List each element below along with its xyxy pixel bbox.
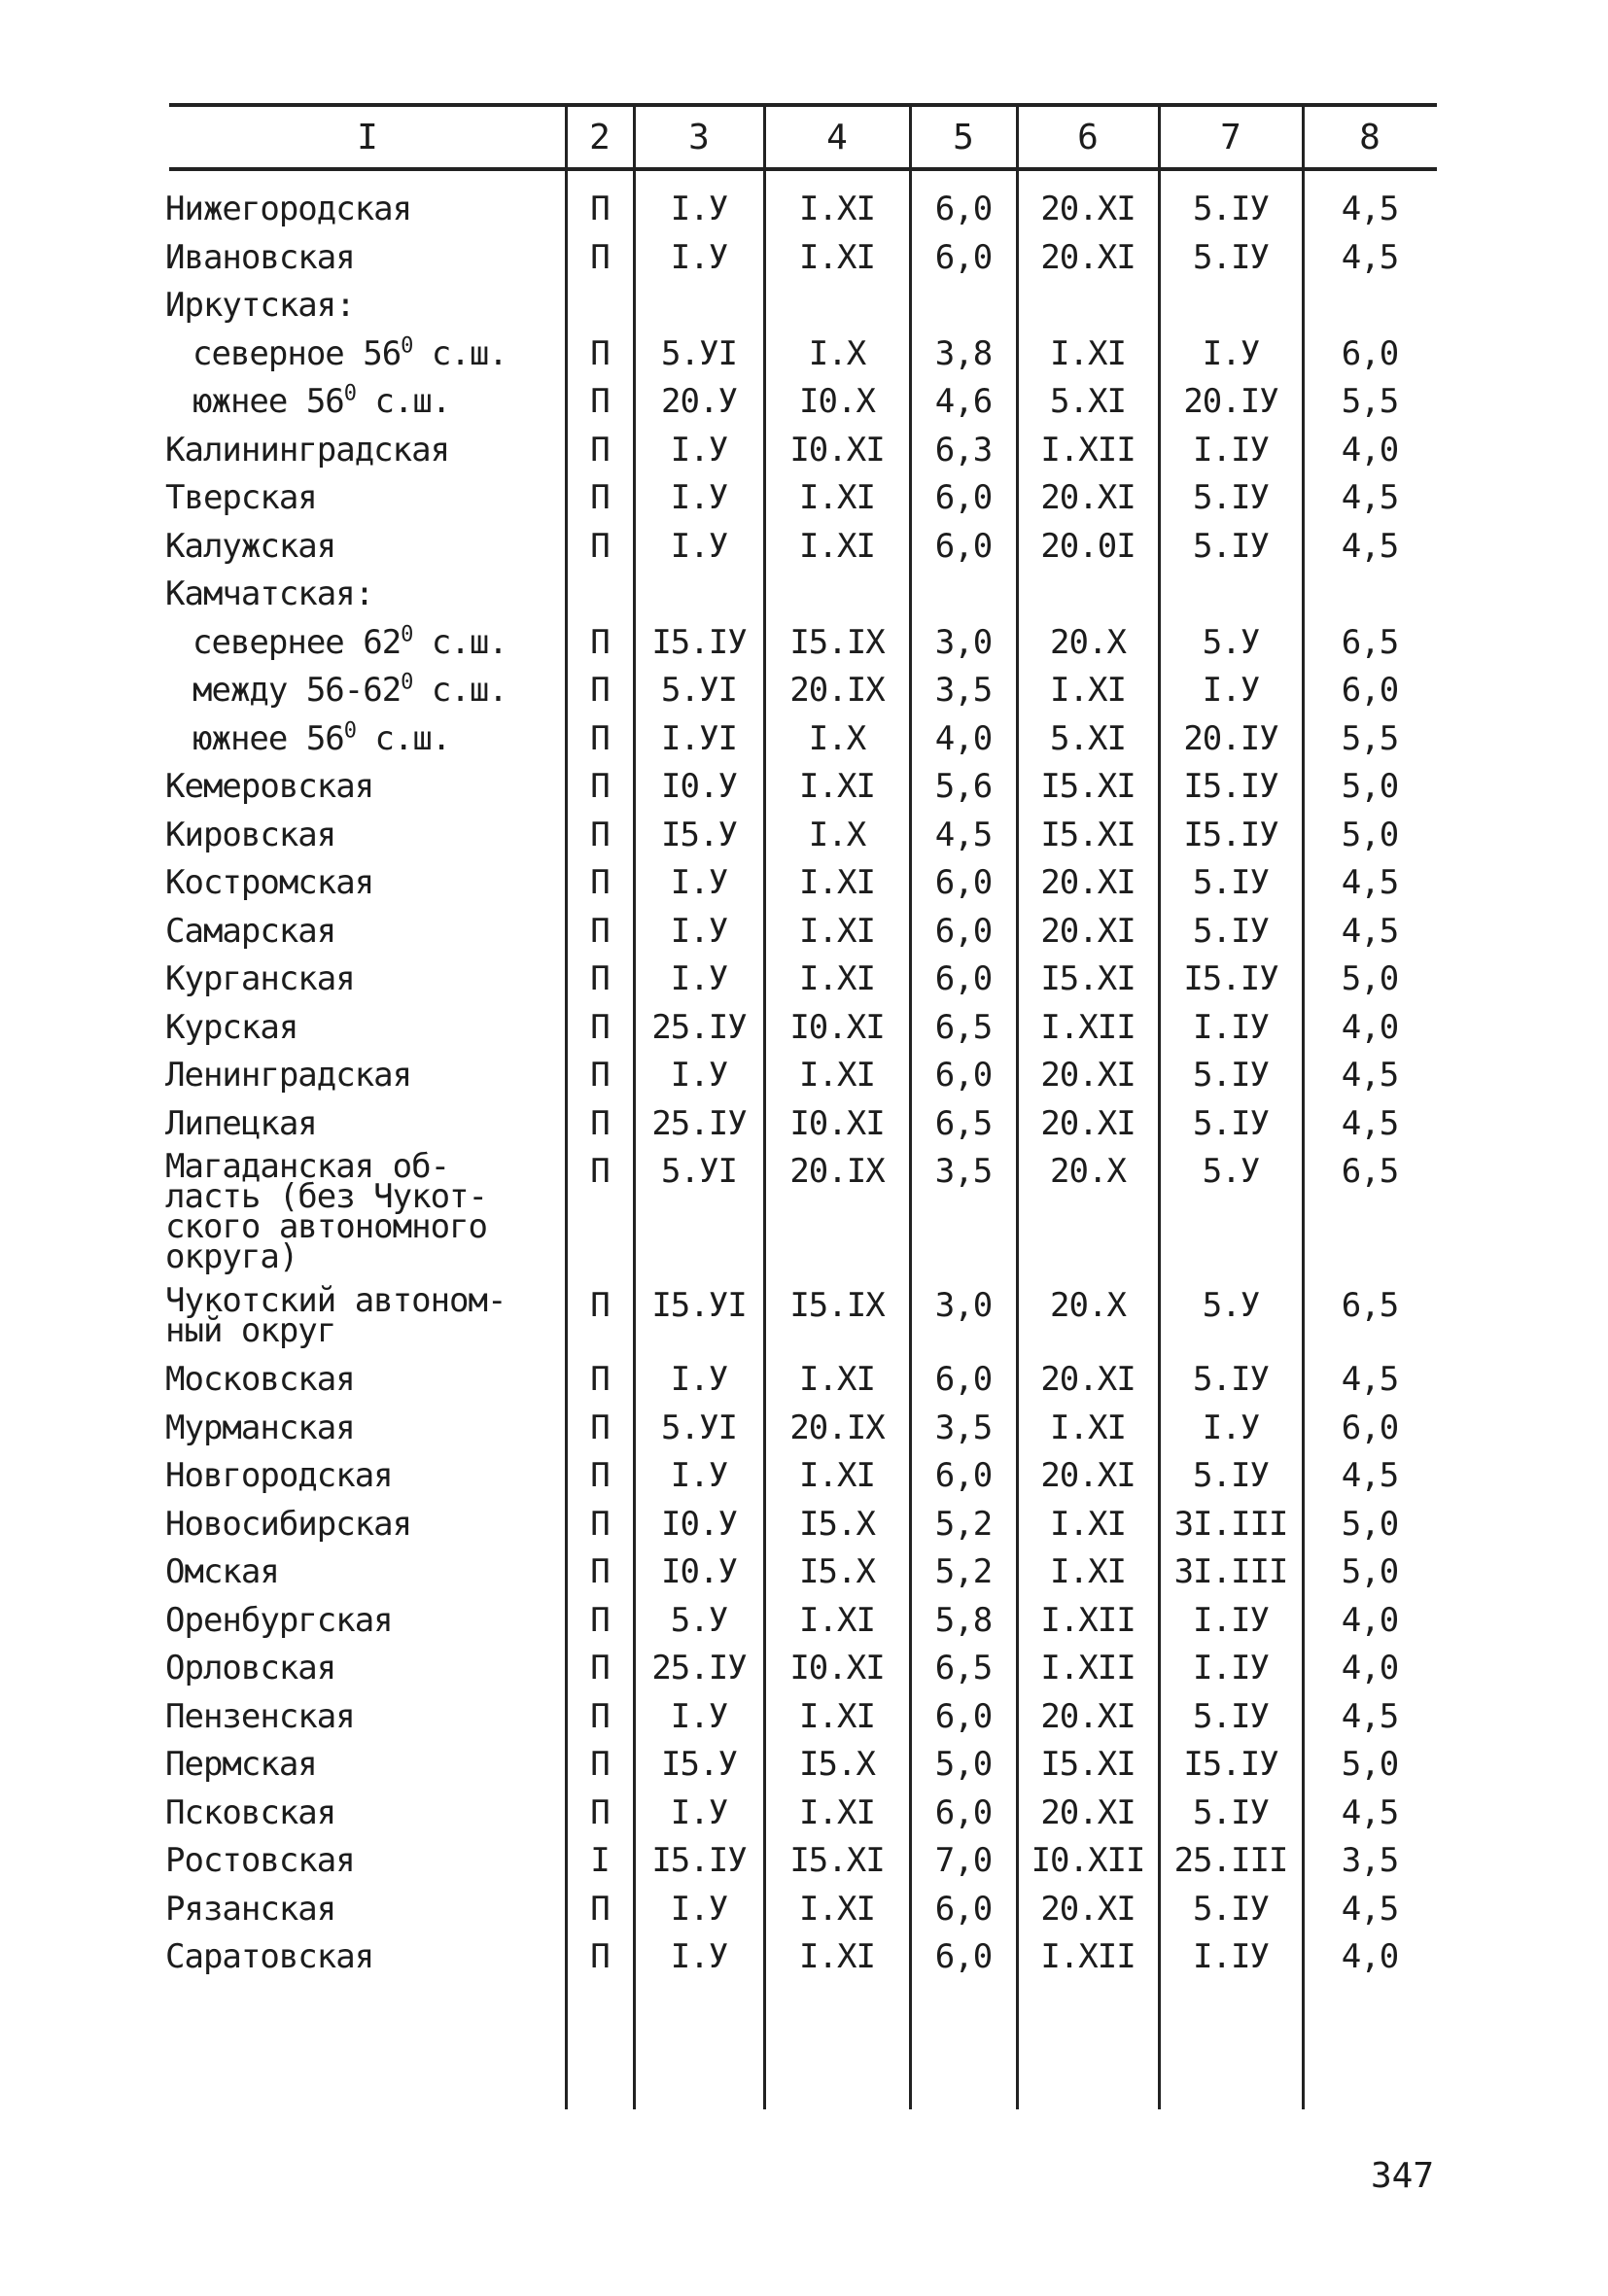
table-cell-7: I.У [1202, 671, 1260, 710]
table-cell-5: 6,0 [934, 911, 993, 951]
table-cell-7: 5.IУ [1193, 478, 1269, 517]
table-cell-6: I.XI [1050, 1504, 1126, 1544]
region-name: Курганская [165, 959, 355, 998]
page-number: 347 [1371, 2156, 1435, 2196]
table-cell-8: 4,0 [1341, 1937, 1399, 1976]
table-cell-5: 6,3 [934, 430, 993, 470]
table-cell-5: 4,6 [934, 382, 993, 421]
table-cell-7: 5.IУ [1193, 1456, 1269, 1495]
table-cell-8: 4,5 [1341, 190, 1399, 228]
region-name: Псковская [165, 1792, 336, 1832]
region-name: Кемеровская [165, 767, 374, 806]
table-cell-4: 20.IX [789, 671, 885, 710]
table-cell-6: 20.XI [1040, 911, 1136, 951]
table-cell-7: 5.IУ [1193, 190, 1269, 228]
table-cell-3: 5.УI [661, 671, 737, 710]
table-cell-4: I.XI [799, 1937, 875, 1976]
column-header: I [357, 118, 378, 157]
table-cell-3: I.У [670, 1360, 728, 1399]
table-cell-5: 6,0 [934, 478, 993, 517]
table-cell-3: 5.УI [661, 333, 737, 373]
column-header: 3 [688, 118, 710, 157]
region-name: Костромская [165, 863, 374, 902]
table-cell-7: 5.IУ [1193, 863, 1269, 902]
table-cell-2: П [590, 478, 610, 517]
table-cell-2: П [590, 382, 610, 421]
table-cell-3: I5.IУ [651, 1841, 747, 1880]
table-cell-7: I.IУ [1193, 1649, 1269, 1687]
table-cell-7: 5.IУ [1193, 1792, 1269, 1832]
table-cell-8: 5,5 [1341, 718, 1399, 758]
table-cell-8: 4,5 [1341, 911, 1399, 951]
table-cell-2: П [590, 1286, 610, 1325]
table-cell-2: П [590, 1649, 610, 1687]
table-cell-6: I5.XI [1040, 959, 1136, 998]
table-cell-4: I.X [808, 718, 866, 758]
column-header: 5 [953, 118, 974, 157]
table-cell-5: 3,5 [934, 1408, 993, 1447]
table-cell-6: I.XI [1050, 333, 1126, 373]
table-cell-4: I0.XI [789, 1103, 885, 1143]
region-name: Липецкая [165, 1103, 317, 1143]
table-cell-2: П [590, 959, 610, 998]
table-cell-4: I5.XI [789, 1841, 885, 1880]
table-cell-6: I5.XI [1040, 1745, 1136, 1784]
table-cell-7: I5.IУ [1183, 1745, 1278, 1784]
table-cell-6: 20.X [1050, 1152, 1126, 1191]
table-cell-3: I5.У [661, 1745, 737, 1784]
table-cell-3: 5.УI [661, 1408, 737, 1447]
table-cell-3: I.У [670, 1696, 728, 1736]
region-name: Ленинградская [165, 1056, 412, 1095]
table-cell-2: П [590, 1745, 610, 1784]
table-cell-6: 5.XI [1050, 718, 1126, 758]
table-cell-2: П [590, 1007, 610, 1047]
region-name: между $56-62^0$ с.ш. [192, 670, 507, 710]
table-cell-8: 5,5 [1341, 382, 1399, 421]
table-cell-3: I.У [670, 863, 728, 902]
table-cell-8: 4,5 [1341, 1360, 1399, 1399]
table-cell-3: 25.IУ [651, 1103, 747, 1143]
table-cell-6: 20.XI [1040, 1360, 1136, 1399]
table-cell-2: П [590, 430, 610, 470]
column-header: 7 [1220, 118, 1241, 157]
table-cell-8: 5,0 [1341, 1552, 1399, 1591]
table-cell-3: I.У [670, 430, 728, 470]
table-cell-7: 5.IУ [1193, 526, 1269, 566]
region-name: Чукотский автоном- ный округ [165, 1281, 507, 1350]
table-cell-3: 5.У [670, 1600, 728, 1640]
table-cell-8: 5,0 [1341, 815, 1399, 854]
region-name: Кировская [165, 815, 336, 854]
table-cell-8: 6,5 [1341, 622, 1399, 662]
table-cell-7: 3I.III [1173, 1504, 1288, 1544]
column-header: 4 [826, 118, 848, 157]
table-cell-7: 25.III [1173, 1841, 1288, 1880]
region-name: Новосибирская [165, 1504, 412, 1544]
table-cell-4: I5.IX [789, 622, 885, 662]
table-cell-4: I.XI [799, 767, 875, 806]
table-cell-5: 6,0 [934, 1056, 993, 1095]
table-top-rule [169, 103, 1437, 107]
table-cell-5: 6,5 [934, 1007, 993, 1047]
table-cell-8: 4,0 [1341, 1007, 1399, 1047]
table-cell-3: I0.У [661, 767, 737, 806]
table-cell-6: 20.XI [1040, 1456, 1136, 1495]
table-cell-4: I.XI [799, 863, 875, 902]
table-cell-5: 6,5 [934, 1649, 993, 1687]
table-cell-2: П [590, 333, 610, 373]
table-cell-8: 4,0 [1341, 1649, 1399, 1687]
table-cell-5: 6,0 [934, 863, 993, 902]
table-cell-7: I.IУ [1193, 1937, 1269, 1976]
table-cell-6: I.XI [1050, 1408, 1126, 1447]
table-cell-6: 20.XI [1040, 1103, 1136, 1143]
region-name: Орловская [165, 1649, 336, 1687]
table-cell-7: 5.У [1202, 1286, 1260, 1325]
table-cell-4: I.XI [799, 478, 875, 517]
table-cell-4: I.XI [799, 1696, 875, 1736]
table-cell-7: 5.IУ [1193, 1056, 1269, 1095]
table-cell-4: I.X [808, 815, 866, 854]
table-cell-8: 4,0 [1341, 430, 1399, 470]
table-cell-2: П [590, 1056, 610, 1095]
table-cell-3: I.У [670, 478, 728, 517]
table-cell-5: 3,5 [934, 1152, 993, 1191]
table-cell-5: 4,5 [934, 815, 993, 854]
region-name: Ивановская [165, 237, 355, 277]
region-name: Омская [165, 1552, 279, 1591]
region-name: Нижегородская [165, 190, 412, 228]
table-cell-5: 3,5 [934, 671, 993, 710]
table-cell-7: 20.IУ [1183, 382, 1278, 421]
region-name: Московская [165, 1360, 355, 1399]
table-cell-8: 4,5 [1341, 1056, 1399, 1095]
table-cell-6: 20.X [1050, 622, 1126, 662]
table-cell-7: I.У [1202, 1408, 1260, 1447]
table-cell-4: 20.IX [789, 1152, 885, 1191]
table-cell-3: I0.У [661, 1552, 737, 1591]
table-cell-3: 25.IУ [651, 1649, 747, 1687]
table-cell-6: I.XII [1040, 430, 1136, 470]
table-cell-3: I.У [670, 1456, 728, 1495]
table-cell-7: I5.IУ [1183, 767, 1278, 806]
table-cell-7: 3I.III [1173, 1552, 1288, 1591]
table-cell-3: I.У [670, 526, 728, 566]
table-cell-6: 20.X [1050, 1286, 1126, 1325]
table-cell-8: 4,5 [1341, 526, 1399, 566]
table-cell-2: П [590, 1103, 610, 1143]
table-cell-4: I0.X [799, 382, 875, 421]
table-cell-8: 4,5 [1341, 863, 1399, 902]
table-cell-8: 5,0 [1341, 1504, 1399, 1544]
column-header: 2 [589, 118, 611, 157]
table-cell-6: I.XI [1050, 1552, 1126, 1591]
table-cell-5: 6,0 [934, 1360, 993, 1399]
table-cell-2: П [590, 1456, 610, 1495]
table-cell-4: I5.X [799, 1745, 875, 1784]
table-cell-5: 5,8 [934, 1600, 993, 1640]
region-name: Камчатская: [165, 574, 374, 613]
table-cell-5: 5,0 [934, 1745, 993, 1784]
table-cell-6: 20.XI [1040, 863, 1136, 902]
table-cell-7: I.IУ [1193, 430, 1269, 470]
region-name: Иркутская: [165, 286, 355, 325]
table-cell-2: П [590, 1696, 610, 1736]
table-cell-7: I5.IУ [1183, 815, 1278, 854]
table-cell-2: П [590, 1152, 610, 1191]
table-cell-2: П [590, 671, 610, 710]
table-cell-5: 6,0 [934, 1696, 993, 1736]
table-cell-2: П [590, 1360, 610, 1399]
table-cell-6: 20.XI [1040, 237, 1136, 277]
table-cell-4: I5.X [799, 1552, 875, 1591]
table-cell-4: I.XI [799, 237, 875, 277]
table-cell-5: 5,2 [934, 1552, 993, 1591]
table-cell-8: 6,0 [1341, 1408, 1399, 1447]
table-cell-3: I.У [670, 959, 728, 998]
table-cell-6: 20.XI [1040, 1696, 1136, 1736]
table-cell-3: I0.У [661, 1504, 737, 1544]
table-cell-6: 20.XI [1040, 1792, 1136, 1832]
table-cell-6: 20.XI [1040, 1889, 1136, 1929]
table-cell-7: 5.IУ [1193, 1889, 1269, 1929]
table-cell-8: 4,5 [1341, 1696, 1399, 1736]
table-cell-8: 6,0 [1341, 333, 1399, 373]
table-cell-3: I.У [670, 1937, 728, 1976]
table-cell-4: I.X [808, 333, 866, 373]
table-cell-8: 6,5 [1341, 1152, 1399, 1191]
table-cell-2: П [590, 1792, 610, 1832]
table-cell-4: I.XI [799, 959, 875, 998]
table-cell-3: 5.УI [661, 1152, 737, 1191]
table-cell-7: I.У [1202, 333, 1260, 373]
table-cell-3: 25.IУ [651, 1007, 747, 1047]
table-cell-2: П [590, 1937, 610, 1976]
table-cell-7: I.IУ [1193, 1007, 1269, 1047]
table-cell-6: 20.XI [1040, 478, 1136, 517]
table-cell-2: П [590, 767, 610, 806]
table-cell-4: I.XI [799, 1792, 875, 1832]
table-cell-8: 4,5 [1341, 1792, 1399, 1832]
table-cell-4: I0.XI [789, 1649, 885, 1687]
table-cell-8: 5,0 [1341, 959, 1399, 998]
region-name: Рязанская [165, 1889, 336, 1929]
table-cell-2: П [590, 526, 610, 566]
table-cell-7: 5.У [1202, 622, 1260, 662]
table-cell-3: I.У [670, 1056, 728, 1095]
table-cell-8: 6,5 [1341, 1286, 1399, 1325]
table-cell-4: I.XI [799, 911, 875, 951]
table-cell-5: 4,0 [934, 718, 993, 758]
table-cell-5: 3,0 [934, 1286, 993, 1325]
table-cell-7: 5.IУ [1193, 1103, 1269, 1143]
table-cell-7: 20.IУ [1183, 718, 1278, 758]
table-cell-5: 3,0 [934, 622, 993, 662]
table-cell-5: 6,0 [934, 959, 993, 998]
table-cell-6: I5.XI [1040, 767, 1136, 806]
region-name: Новгородская [165, 1456, 393, 1495]
table-cell-4: I.XI [799, 1600, 875, 1640]
table-cell-7: 5.IУ [1193, 1360, 1269, 1399]
table-cell-4: I5.X [799, 1504, 875, 1544]
table-cell-7: 5.IУ [1193, 237, 1269, 277]
table-cell-5: 6,0 [934, 1889, 993, 1929]
region-name: южнее $56^0$ с.ш. [192, 381, 451, 421]
region-name: Саратовская [165, 1937, 374, 1976]
region-name: Пермская [165, 1745, 317, 1784]
table-cell-8: 6,0 [1341, 671, 1399, 710]
table-cell-4: I.XI [799, 1889, 875, 1929]
column-header: 8 [1359, 118, 1381, 157]
table-cell-5: 6,0 [934, 1792, 993, 1832]
table-cell-6: I0.XII [1031, 1841, 1145, 1880]
table-cell-8: 4,5 [1341, 1103, 1399, 1143]
table-cell-2: П [590, 863, 610, 902]
region-name: Мурманская [165, 1408, 355, 1447]
table-cell-2: П [590, 1889, 610, 1929]
table-cell-2: П [590, 1504, 610, 1544]
table-cell-8: 3,5 [1341, 1841, 1399, 1880]
table-cell-4: I.XI [799, 1456, 875, 1495]
table-cell-5: 6,0 [934, 1456, 993, 1495]
table-cell-5: 6,5 [934, 1103, 993, 1143]
table-cell-4: I0.XI [789, 1007, 885, 1047]
table-cell-3: I5.IУ [651, 622, 747, 662]
table-cell-6: 20.0I [1040, 526, 1136, 566]
table-cell-6: I5.XI [1040, 815, 1136, 854]
table-cell-7: I5.IУ [1183, 959, 1278, 998]
table-cell-2: П [590, 911, 610, 951]
table-cell-4: I5.IX [789, 1286, 885, 1325]
region-name: Курская [165, 1007, 298, 1047]
table-cell-4: I0.XI [789, 430, 885, 470]
table-cell-4: I.XI [799, 1056, 875, 1095]
table-cell-2: П [590, 237, 610, 277]
table-cell-7: 5.IУ [1193, 1696, 1269, 1736]
table-cell-5: 6,0 [934, 237, 993, 277]
table-cell-5: 5,6 [934, 767, 993, 806]
table-cell-8: 5,0 [1341, 767, 1399, 806]
table-cell-5: 6,0 [934, 526, 993, 566]
region-name: Тверская [165, 478, 317, 517]
table-cell-8: 4,0 [1341, 1600, 1399, 1640]
table-cell-6: I.XII [1040, 1649, 1136, 1687]
region-name: Магаданская об- ласть (без Чукот- ского автономного округа) [165, 1147, 487, 1276]
table-cell-5: 6,0 [934, 190, 993, 228]
table-cell-7: 5.У [1202, 1152, 1260, 1191]
table-cell-3: I.УI [661, 718, 737, 758]
region-name: северное $56^0$ с.ш. [192, 333, 507, 373]
table-cell-3: I.У [670, 911, 728, 951]
table-cell-3: I.У [670, 1889, 728, 1929]
table-cell-2: П [590, 1600, 610, 1640]
table-cell-5: 6,0 [934, 1937, 993, 1976]
table-cell-6: 5.XI [1050, 382, 1126, 421]
table-cell-2: П [590, 1408, 610, 1447]
region-name: Калужская [165, 526, 336, 566]
table-cell-2: П [590, 1552, 610, 1591]
table-cell-2: П [590, 190, 610, 228]
table-cell-6: I.XII [1040, 1600, 1136, 1640]
table-cell-3: 20.У [661, 382, 737, 421]
table-cell-6: I.XII [1040, 1007, 1136, 1047]
table-cell-2: П [590, 815, 610, 854]
table-cell-5: 3,8 [934, 333, 993, 373]
column-header: 6 [1077, 118, 1099, 157]
table-cell-8: 5,0 [1341, 1745, 1399, 1784]
table-cell-5: 7,0 [934, 1841, 993, 1880]
header-bottom-rule [169, 167, 1437, 171]
table-cell-4: I.XI [799, 190, 875, 228]
table-cell-8: 4,5 [1341, 237, 1399, 277]
table-cell-4: I.XI [799, 1360, 875, 1399]
table-cell-3: I5.УI [651, 1286, 747, 1325]
region-name: Калининградская [165, 430, 450, 470]
table-cell-8: 4,5 [1341, 1889, 1399, 1929]
table-cell-3: I.У [670, 1792, 728, 1832]
table-cell-3: I.У [670, 237, 728, 277]
table-cell-7: I.IУ [1193, 1600, 1269, 1640]
table-cell-6: I.XI [1050, 671, 1126, 710]
table-cell-7: 5.IУ [1193, 911, 1269, 951]
region-name: севернее $62^0$ с.ш. [192, 622, 507, 662]
table-cell-4: I.XI [799, 526, 875, 566]
table-cell-2: П [590, 622, 610, 662]
table-cell-8: 4,5 [1341, 1456, 1399, 1495]
region-name: Ростовская [165, 1841, 355, 1880]
table-cell-8: 4,5 [1341, 478, 1399, 517]
region-name: Самарская [165, 911, 336, 951]
region-name: Оренбургская [165, 1600, 393, 1640]
region-name: Пензенская [165, 1696, 355, 1736]
table-cell-6: I.XII [1040, 1937, 1136, 1976]
table-cell-6: 20.XI [1040, 1056, 1136, 1095]
table-cell-4: 20.IX [789, 1408, 885, 1447]
table-cell-2: П [590, 718, 610, 758]
table-cell-5: 5,2 [934, 1504, 993, 1544]
table-cell-2: I [590, 1841, 610, 1880]
region-name: южнее $56^0$ с.ш. [192, 718, 451, 758]
table-cell-6: 20.XI [1040, 190, 1136, 228]
table-cell-3: I.У [670, 190, 728, 228]
table-cell-3: I5.У [661, 815, 737, 854]
